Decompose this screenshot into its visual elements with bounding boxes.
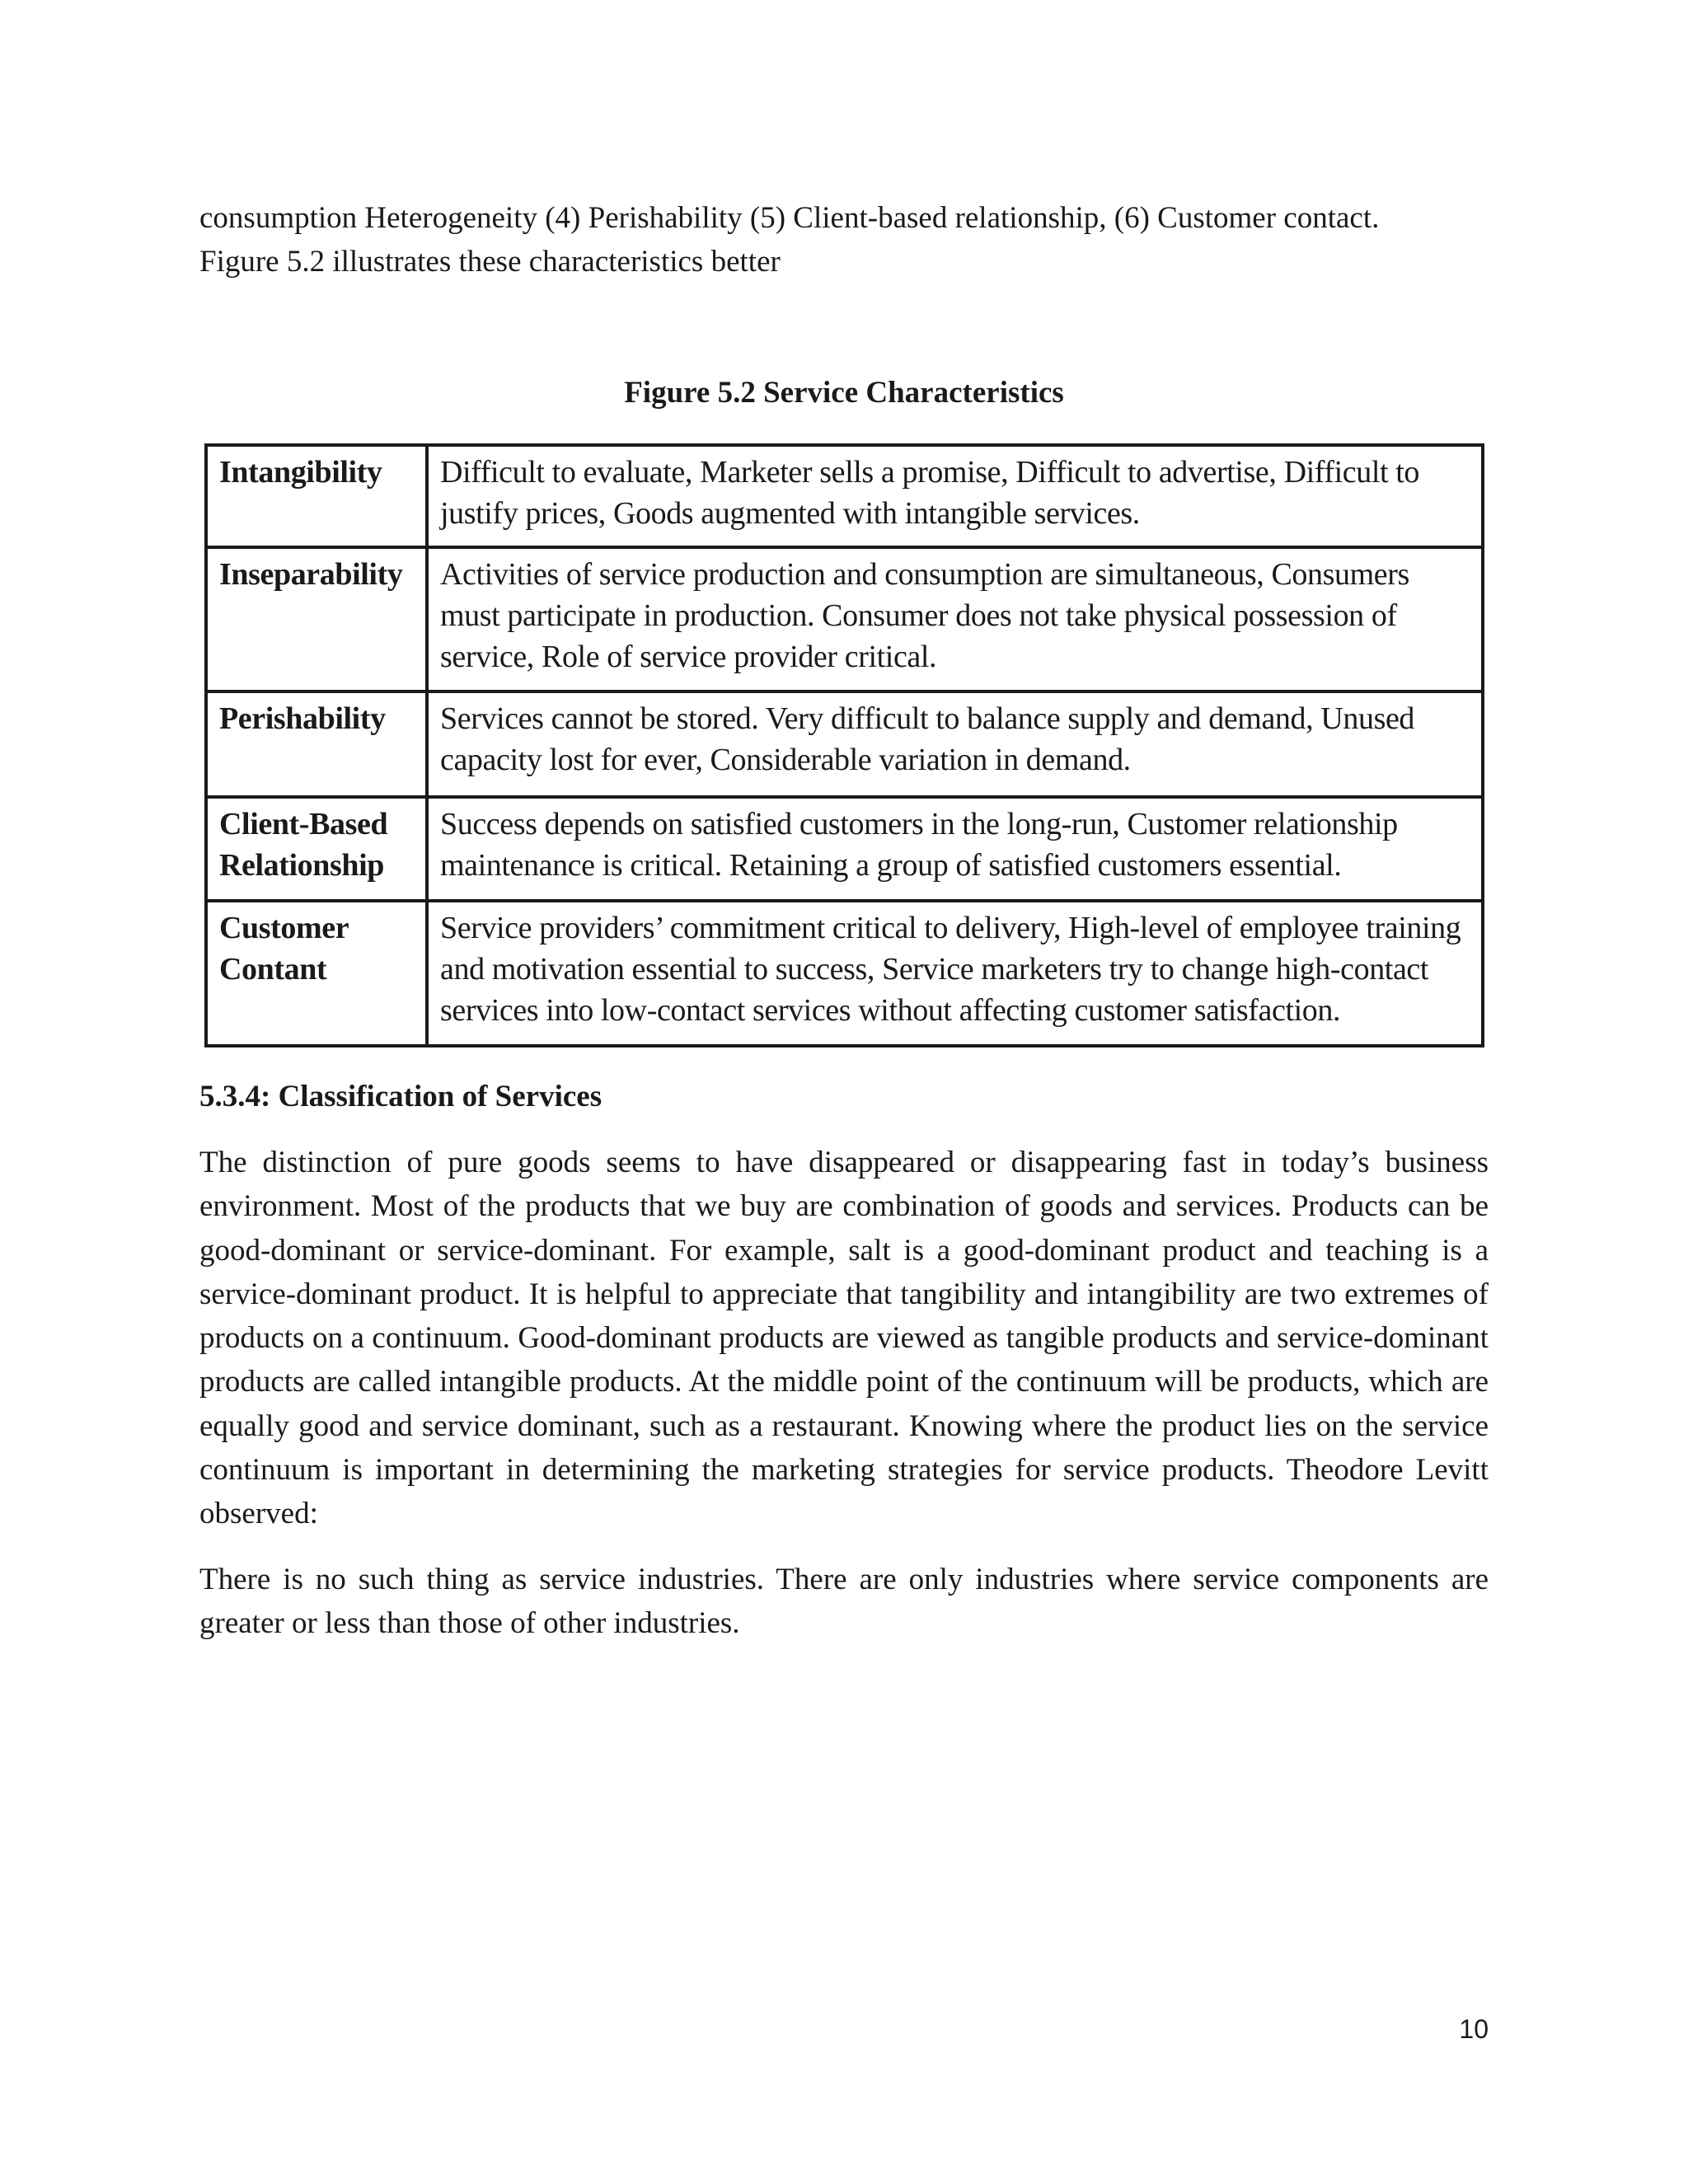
characteristic-term: Customer Contant <box>206 901 427 1046</box>
section-heading: 5.3.4: Classification of Services <box>199 1080 603 1113</box>
table-row <box>206 691 1483 797</box>
characteristic-term: Perishability <box>206 691 427 797</box>
table-row <box>206 901 1483 1046</box>
table-row <box>206 547 1483 691</box>
intro-line-1: consumption Heterogeneity (4) Perishability (5) Client-based relationship, (6) Customer contact. <box>199 201 1380 235</box>
page-number: 10 <box>1459 2014 1489 2044</box>
intro-paragraph <box>199 196 1489 284</box>
figure-caption: Figure 5.2 Service Characteristics <box>624 376 1064 410</box>
intro-line-2: Figure 5.2 illustrates these characteristics better <box>199 245 781 279</box>
characteristic-description: Difficult to evaluate, Marketer sells a promise, Difficult to advertise, Difficult to justify prices, Goods augmented with intangible services. <box>427 445 1483 547</box>
table-row <box>206 797 1483 901</box>
characteristic-description: Activities of service production and consumption are simultaneous, Consumers must participate in production. Consumer does not take physical possession of service, Role of service provider critical. <box>427 547 1483 691</box>
characteristic-description: Service providers’ commitment critical to delivery, High-level of employee training and motivation essential to success, Service marketers try to change high-contact services into low-contact services without affecting customer satisfaction. <box>427 901 1483 1046</box>
characteristic-term: Intangibility <box>206 445 427 547</box>
table-row <box>206 445 1483 547</box>
body-paragraph: The distinction of pure goods seems to have disappeared or disappearing fast in today’s business environment. Most of the products that we buy are combination of goods and services. Products can be good-dominant or service-dominant. For example, salt is a good-dominant product and teaching is a service-dominant product. It is helpful to appreciate that tangibility and intangibility are two extremes of products on a continuum. Good-dominant products are viewed as tangible products and service-dominant products are called intangible products. At the middle point of the continuum will be products, which are equally good and service dominant, such as a restaurant. Knowing where the product lies on the service continuum is important in determining the marketing strategies for service products. Theodore Levitt observed: <box>199 1146 1489 1531</box>
characteristic-term: Inseparability <box>206 547 427 691</box>
characteristic-term: Client-Based Relationship <box>206 797 427 901</box>
characteristic-description: Success depends on satisfied customers in the long-run, Customer relationship maintenance is critical. Retaining a group of satisfied customers essential. <box>427 797 1483 901</box>
service-characteristics-table <box>204 443 1484 1047</box>
characteristic-description: Services cannot be stored. Very difficult to balance supply and demand, Unused capacity lost for ever, Considerable variation in demand. <box>427 691 1483 797</box>
quote-paragraph: There is no such thing as service industries. There are only industries where service components are greater or less than those of other industries. <box>199 1563 1489 1641</box>
